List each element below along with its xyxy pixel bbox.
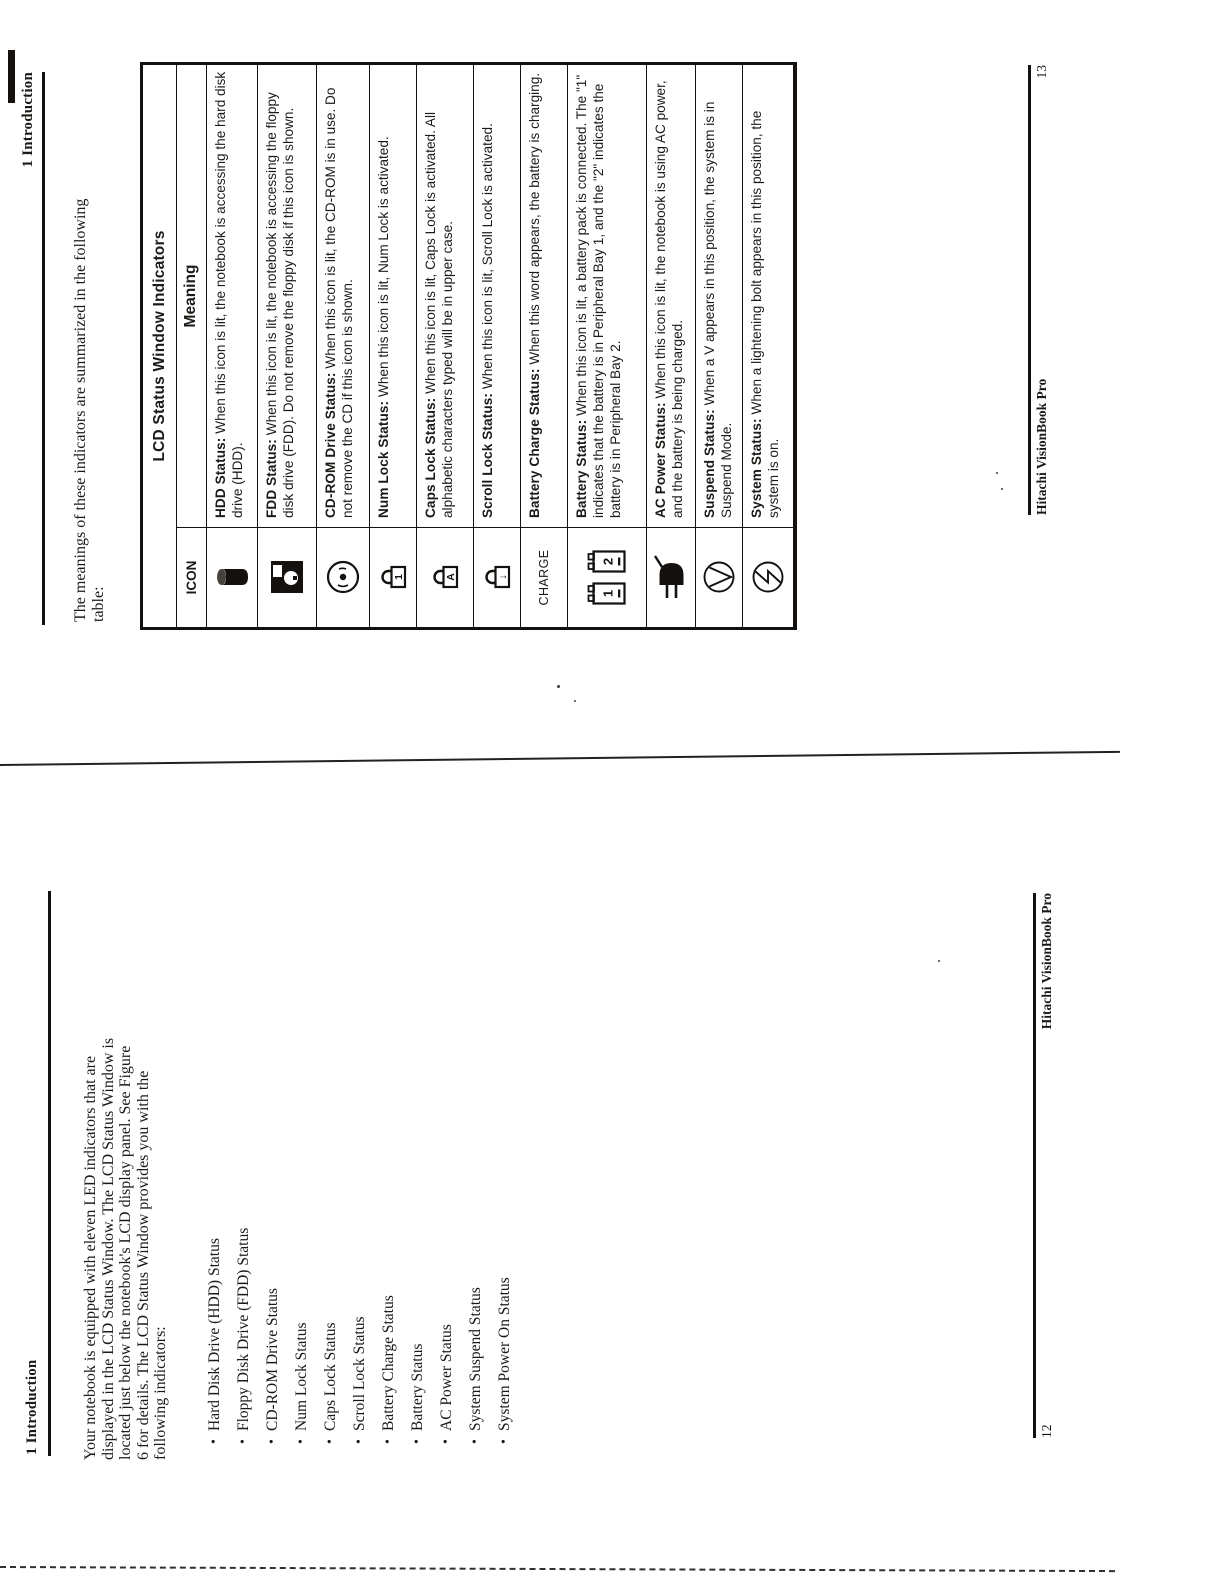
page-12-number: 12 [1039, 1424, 1054, 1438]
svg-text:↓: ↓ [497, 574, 509, 581]
bullet-icon: • [236, 1439, 251, 1444]
bullet-label: System Suspend Status [467, 1287, 484, 1431]
bullet-label: System Power On Status [496, 1277, 513, 1431]
meaning-cell: AC Power Status: When this icon is lit, the notebook is using AC power, and the battery is being charged. [653, 80, 685, 518]
bullet-label: Hard Disk Drive (HDD) Status [206, 1238, 223, 1431]
bullet-icon: • [323, 1439, 338, 1444]
bullet-icon: • [468, 1439, 483, 1444]
page-13-header-rule [42, 72, 45, 625]
meaning-cell: Battery Status: When this icon is lit, a battery pack is connected. The "1" indicates that the battery is in Peripheral Bay 1, and the "2" indicates the battery is in Peripheral Bay 2. [574, 74, 623, 518]
meaning-cell: Suspend Status: When a V appears in this position, the system is in Suspend Mode. [702, 101, 734, 518]
floppy-disk-icon [258, 527, 316, 627]
bullet-label: AC Power Status [438, 1324, 455, 1431]
table-row [207, 65, 258, 627]
power-bolt-icon [743, 527, 793, 627]
battery-pack-icons [568, 527, 646, 627]
charge-label [521, 527, 567, 627]
page-12-chapter-header: 1 Introduction [24, 1359, 40, 1455]
table-row [743, 65, 793, 627]
bullet-label: Num Lock Status [293, 1322, 310, 1431]
meaning-cell: System Status: When a lightening bolt appears in this position, the system is on. [749, 110, 781, 518]
text-line: 6 for details. The LCD Status Window provides you with the [134, 1070, 152, 1460]
bullet-label: Scroll Lock Status [351, 1316, 368, 1431]
meaning-cell: HDD Status: When this icon is lit, the notebook is accessing the hard disk drive (HDD). [213, 71, 245, 518]
bullet-icon: • [439, 1439, 454, 1444]
table-row [696, 65, 743, 627]
page-12-brand: Hitachi VisionBook Pro [1039, 893, 1054, 1030]
charge-word: CHARGE [537, 549, 551, 606]
table-title: LCD Status Window Indicators [143, 65, 177, 627]
ac-plug-icon [647, 527, 695, 627]
page-13-footer-rule [1028, 65, 1031, 515]
hdd-icon [207, 527, 257, 627]
cdrom-disc-icon [317, 527, 369, 627]
lcd-status-indicators-table [140, 62, 797, 630]
table-row [474, 65, 521, 627]
page-13-footer [1028, 65, 1050, 515]
column-header-meaning: Meaning [182, 264, 199, 328]
page-13-chapter-header: 1 Introduction [20, 72, 36, 168]
num-lock-icon [370, 527, 416, 627]
svg-text:1: 1 [600, 589, 615, 598]
bullet-icon: • [381, 1439, 396, 1444]
table-body [207, 65, 793, 627]
column-header-icon: ICON [177, 527, 206, 627]
text-line: The meanings of these indicators are summarized in the following [72, 198, 89, 622]
meaning-cell: Scroll Lock Status: When this icon is lit, Scroll Lock is activated. [480, 123, 495, 518]
text-line: following indicators: [152, 1326, 169, 1460]
meaning-cell: Num Lock Status: When this icon is lit, Num Lock is activated. [376, 136, 391, 518]
caps-lock-icon [417, 527, 473, 627]
table-row [521, 65, 568, 627]
bullet-icon: • [410, 1439, 425, 1444]
suspend-icon [696, 527, 742, 627]
meaning-cell: Caps Lock Status: When this icon is lit, Caps Lock is activated. All alphabetic characters typed will be in upper case. [423, 112, 455, 518]
text-line: table: [89, 586, 107, 622]
bullet-label: Caps Lock Status [322, 1322, 339, 1431]
meaning-cell: Battery Charge Status: When this word appears, the battery is charging. [527, 72, 542, 518]
table-row [317, 65, 370, 627]
page-13-brand: Hitachi VisionBook Pro [1034, 378, 1049, 515]
bullet-icon: • [497, 1439, 512, 1444]
svg-text:2: 2 [600, 557, 615, 566]
meaning-cell: FDD Status: When this icon is lit, the notebook is accessing the floppy disk drive (FDD). Do not remove the floppy disk if this icon is shown. [264, 92, 296, 518]
svg-text:1: 1 [393, 574, 405, 581]
svg-text:A: A [445, 573, 457, 582]
meaning-cell: CD-ROM Drive Status: When this icon is lit, the CD-ROM is in use. Do not remove the CD if this icon is shown. [323, 87, 355, 518]
bullet-icon: • [352, 1439, 367, 1444]
bullet-label: Floppy Disk Drive (FDD) Status [235, 1227, 252, 1431]
page-13-number: 13 [1034, 65, 1049, 79]
bullet-label: CD-ROM Drive Status [264, 1288, 281, 1431]
bullet-icon: • [207, 1439, 222, 1444]
table-row [417, 65, 474, 627]
bullet-icon: • [265, 1439, 280, 1444]
text-line: located just below the notebook's LCD display panel. See Figure [117, 1045, 134, 1460]
page-13-intro-paragraph [72, 62, 107, 622]
table-header-row [177, 65, 207, 627]
table-row [647, 65, 696, 627]
table-row [370, 65, 417, 627]
scroll-lock-icon [474, 527, 520, 627]
table-row [568, 65, 647, 627]
bullet-label: Battery Charge Status [380, 1295, 397, 1431]
text-line: displayed in the LCD Status Window. The LCD Status Window is [99, 1037, 117, 1460]
text-line: Your notebook is equipped with eleven LED indicators that are [82, 1055, 99, 1460]
bullet-label: Battery Status [409, 1343, 426, 1431]
bullet-icon: • [294, 1439, 309, 1444]
table-row [258, 65, 317, 627]
